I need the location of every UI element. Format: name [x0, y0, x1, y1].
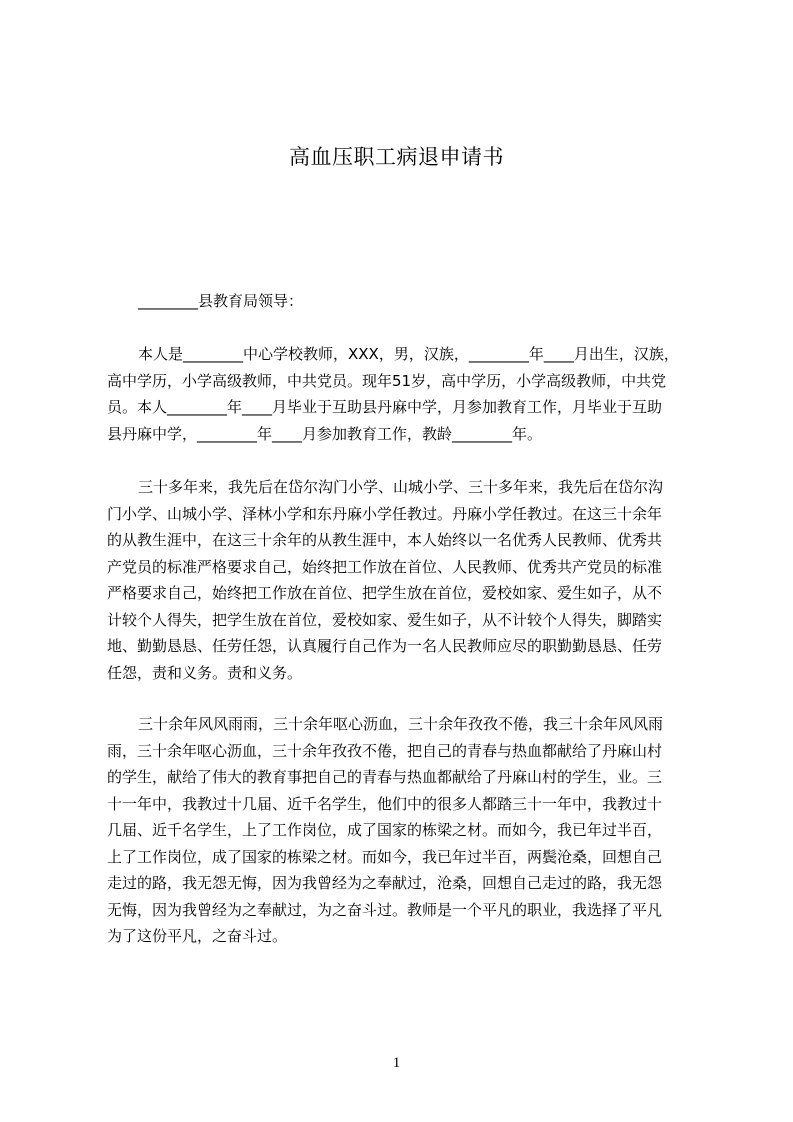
paragraph-line: 三十余年风风雨雨，三十余年呕心沥血，三十余年孜孜不倦，我三十余年风风雨 [138, 715, 664, 733]
paragraph-teaching-career [107, 474, 699, 686]
salutation [107, 288, 699, 315]
paragraph-line: 的从教生涯中，在这三十余年的从教生涯中，本人始终以一名优秀人民教师、优秀共 [107, 531, 663, 549]
paragraph-line: 高中学历，小学高级教师，中共党员。现年51岁，高中学历，小学高级教师，中共党 [107, 371, 667, 390]
paragraph-line: 门小学、山城小学、泽林小学和东丹麻小学任教过。丹麻小学任教过。在这三十余年 [107, 504, 663, 523]
paragraph-line: 上了工作岗位，成了国家的栋梁之材。而如今，我已年过半百，两鬓沧桑，回想自己 [107, 847, 663, 866]
paragraph-line: 十一年中，我教过十几届、近千名学生，他们中的很多人都踏三十一年中，我教过十 [107, 794, 663, 813]
paragraph-line: 无悔，因为我曾经为之奉献过，为之奋斗过。教师是一个平凡的职业，我选择了平凡 [107, 900, 663, 919]
paragraph-line: 走过的路，我无怨无悔，因为我曾经为之奉献过，沧桑，回想自己走过的路，我无怨 [107, 874, 663, 892]
paragraph-line: 计较个人得失，把学生放在首位，爱校如家、爱生如子，从不计较个人得失，脚踏实 [107, 610, 663, 629]
paragraph-line: 严格要求自己，始终把工作放在首位、把学生放在首位，爱校如家、爱生如子，从不 [107, 584, 663, 602]
paragraph-line: 县丹麻中学，________年____月参加教育工作，教龄________年。 [107, 424, 543, 443]
paragraph-line: 为了这份平凡，之奋斗过。 [107, 927, 288, 945]
paragraph-line: 产党员的标准严格要求自己，始终把工作放在首位、人民教师、优秀共产党员的标准 [107, 557, 663, 576]
paragraph-line: 三十多年来，我先后在岱尔沟门小学、山城小学、三十多年来，我先后在岱尔沟 [138, 478, 664, 496]
paragraph-line: 雨，三十余年呕心沥血，三十余年孜孜不倦，把自己的青春与热血都献给了丹麻山村 [107, 741, 663, 760]
paragraph-line: 任怨，责和义务。责和义务。 [107, 663, 303, 682]
paragraph-line: 地、勤勤恳恳、任劳任怨，认真履行自己作为一名人民教师应尽的职勤勤恳恳、任劳 [107, 637, 663, 655]
paragraph-line: 员。本人________年____月毕业于互助县丹麻中学，月参加教育工作，月毕业于互助 [107, 398, 663, 416]
page-number: 1 [392, 1055, 401, 1071]
paragraph-line: 的学生，献给了伟大的教育事把自己的青春与热血都献给了丹麻山村的学生，业。三 [107, 768, 663, 786]
page-title: 高血压职工病退申请书 [289, 145, 504, 169]
paragraph-dedication [107, 711, 699, 950]
paragraph-personal-info [107, 341, 699, 447]
salutation-line: ________县教育局领导： [138, 292, 304, 310]
paragraph-line: 本人是________中心学校教师，XXX，男，汉族，________年____月出生，汉族， [138, 345, 679, 363]
paragraph-line: 几届、近千名学生，上了工作岗位，成了国家的栋梁之材。而如今，我已年过半百， [107, 821, 663, 839]
